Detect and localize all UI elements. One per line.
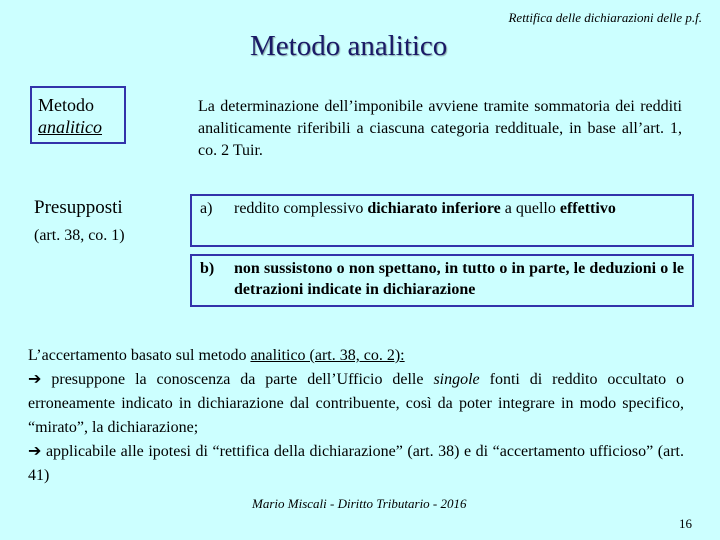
body-text	[28, 344, 684, 488]
condition-b-part3: , in tutto o in parte, le	[436, 260, 586, 277]
label-line-1: Metodo	[38, 95, 94, 115]
body-p2-italic: singole	[433, 371, 480, 388]
condition-b-letter: b)	[200, 260, 215, 277]
condition-a-part1: reddito complessivo	[234, 200, 364, 217]
presupposti-title: Presupposti	[34, 197, 123, 218]
label-line-2: analitico	[38, 117, 102, 137]
condition-a-box	[190, 194, 694, 247]
condition-b-text	[234, 258, 684, 303]
definition-text: La determinazione dell’imponibile avviene tramite sommatoria dei redditi analiticamente riferibili a ciascuna categoria reddituale, in base all’art. 1, co. 2 Tuir.	[198, 98, 682, 159]
condition-b-part7: indicate in dichiarazione	[307, 281, 476, 298]
body-p1-pre: L’accertamento basato sul metodo	[28, 347, 247, 364]
presupposti-label	[34, 198, 125, 246]
presupposti-reference: (art. 38, co. 1)	[34, 227, 125, 244]
arrow-right-icon: ➔	[28, 371, 42, 388]
condition-b-bold-2: deduzioni o	[589, 260, 669, 277]
body-p1-underlined: analitico (art. 38, co. 2):	[250, 347, 405, 364]
body-p2-post: fonti di reddito occultato o erroneamente indicato in dichiarazione dal contribuente, così da poter integrare in modo specifico, “mirato”, la dichiarazione;	[28, 371, 685, 436]
condition-a-text	[234, 198, 684, 243]
body-p3: applicabile alle ipotesi di “rettifica della dichiarazione” (art. 38) e di “accertamento ufficioso” (art. 41)	[28, 443, 684, 484]
condition-a-bold: dichiarato inferiore	[367, 200, 501, 217]
condition-b-box	[190, 254, 694, 307]
header-note: Rettifica delle dichiarazioni delle p.f.	[508, 10, 702, 25]
arrow-right-icon: ➔	[28, 443, 42, 460]
condition-a-part3: a quello	[504, 200, 556, 217]
condition-b-bold: sussistono o non spettano	[263, 260, 437, 277]
body-paragraph-3	[28, 440, 684, 488]
condition-b-part5: le	[672, 260, 685, 277]
page-number: 16	[679, 516, 692, 531]
footer-credit: Mario Miscali - Diritto Tributario - 2016	[252, 496, 467, 511]
body-paragraph-2	[28, 368, 684, 440]
condition-a-letter: a)	[200, 200, 213, 217]
body-p2-pre: presuppone la conoscenza da parte dell’Ufficio delle	[51, 371, 424, 388]
condition-a-bold-2: effettivo	[559, 200, 616, 217]
slide-title: Metodo analitico	[250, 30, 448, 62]
condition-b-bold-3: detrazioni	[234, 281, 304, 298]
metodo-analitico-label-box	[30, 86, 126, 144]
body-paragraph-1	[28, 344, 684, 368]
condition-b-part1: non	[234, 260, 260, 277]
